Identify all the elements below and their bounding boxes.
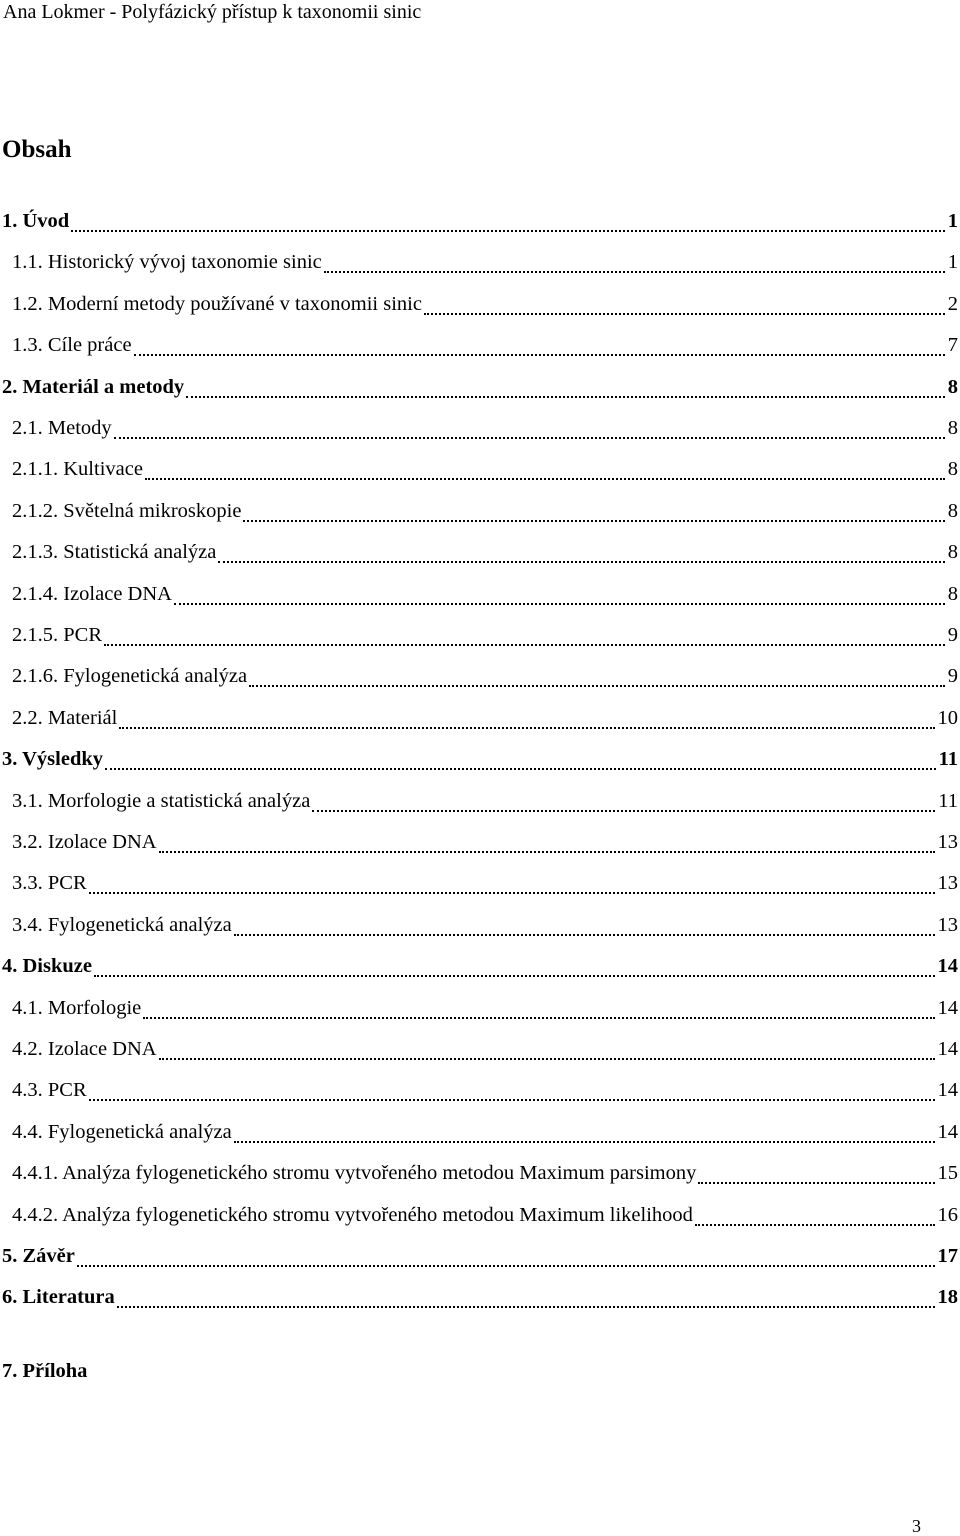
toc-dot-leader [105, 768, 936, 770]
toc-entry-title: 5. Závěr [2, 1245, 75, 1267]
toc-entry[interactable] [0, 284, 960, 325]
toc-entry-title: 2.1.1. Kultivace [12, 458, 143, 481]
toc-entry-title: 2.1.2. Světelná mikroskopie [12, 499, 242, 522]
toc-entry-title: 4.4.2. Analýza fylogenetického stromu vytvořeného metodou Maximum likelihood [12, 1203, 693, 1226]
toc-entry[interactable] [0, 656, 960, 697]
toc-entry-page: 8 [947, 499, 958, 522]
toc-dot-leader [104, 644, 945, 646]
toc-dot-leader [89, 892, 935, 894]
toc-entry-page: 13 [937, 872, 958, 895]
toc-entry-page: 16 [937, 1203, 958, 1226]
toc-entry-page: 18 [937, 1286, 958, 1309]
toc-entry[interactable] [0, 367, 960, 408]
toc-dot-leader [186, 396, 945, 398]
toc-dot-leader [89, 1099, 935, 1101]
toc-entry-title: 1. Úvod [2, 210, 70, 232]
toc-entry-page: 11 [938, 789, 958, 812]
toc-entry-page: 8 [947, 417, 958, 439]
toc-dot-leader [143, 1017, 935, 1019]
toc-dot-leader [695, 1224, 935, 1226]
toc-entry-title: 1.3. Cíle práce [12, 334, 132, 357]
toc-entry-page: 1 [947, 251, 958, 274]
toc-dot-leader [249, 685, 945, 687]
toc-entry[interactable] [0, 863, 960, 904]
toc-entry-page: 15 [937, 1162, 958, 1185]
toc-entry-page: 8 [947, 375, 958, 398]
toc-entry-page: 14 [937, 996, 958, 1019]
toc-entry[interactable] [0, 905, 960, 946]
appendix-heading: 7. Příloha [2, 1360, 88, 1382]
toc-entry-title: 2.1. Metody [12, 417, 112, 439]
toc-dot-leader [134, 354, 945, 356]
toc-dot-leader [159, 851, 935, 853]
toc-dot-leader [174, 603, 945, 605]
toc-entry-page: 14 [937, 1079, 958, 1102]
toc-dot-leader [77, 1265, 935, 1267]
toc-entry-title: 2.1.4. Izolace DNA [12, 582, 172, 605]
toc-entry-title: 4.3. PCR [12, 1079, 87, 1102]
toc-dot-leader [324, 271, 945, 273]
toc-entry[interactable] [0, 491, 960, 532]
toc-entry-title: 2.1.5. PCR [12, 624, 102, 646]
toc-entry[interactable] [0, 325, 960, 366]
toc-entry-title: 4.2. Izolace DNA [12, 1038, 157, 1060]
page-title: Obsah [2, 136, 72, 163]
toc-entry[interactable] [0, 1153, 960, 1194]
running-header: Ana Lokmer - Polyfázický přístup k taxonomii sinic [3, 1, 422, 23]
toc-entry-page: 14 [937, 1038, 958, 1060]
toc-entry-page: 8 [947, 582, 958, 605]
toc-entry-page: 14 [937, 1120, 958, 1143]
toc-entry[interactable] [0, 532, 960, 573]
toc-entry[interactable] [0, 615, 960, 656]
toc-entry[interactable] [0, 988, 960, 1029]
toc-entry-title: 2.1.3. Statistická analýza [12, 541, 217, 564]
toc-dot-leader [243, 520, 945, 522]
toc-entry[interactable] [0, 574, 960, 615]
toc-entry-title: 3.4. Fylogenetická analýza [12, 913, 232, 936]
toc-dot-leader [145, 478, 945, 480]
toc-dot-leader [234, 934, 935, 936]
toc-entry[interactable] [0, 1195, 960, 1236]
toc-entry[interactable] [0, 242, 960, 283]
toc-entry-page: 9 [947, 624, 958, 646]
toc-entry-title: 3. Výsledky [2, 748, 104, 771]
page-number: 3 [912, 1516, 921, 1536]
toc-entry-page: 13 [937, 913, 958, 936]
toc-entry-page: 13 [937, 831, 958, 853]
toc-entry[interactable] [0, 1277, 960, 1318]
toc-entry[interactable] [0, 408, 960, 449]
toc-dot-leader [698, 1182, 935, 1184]
toc-entry-page: 14 [937, 955, 958, 978]
toc-entry[interactable] [0, 698, 960, 739]
toc-entry-page: 9 [947, 665, 958, 688]
toc-entry-title: 4.1. Morfologie [12, 996, 142, 1019]
toc-entry-title: 2. Materiál a metody [2, 375, 185, 398]
toc-dot-leader [424, 313, 945, 315]
toc-dot-leader [94, 975, 935, 977]
toc-entry-title: 3.1. Morfologie a statistická analýza [12, 789, 311, 812]
toc-entry-page: 7 [947, 334, 958, 357]
toc-entry-page: 10 [937, 706, 958, 729]
toc-entry-title: 1.2. Moderní metody používané v taxonomii sinic [12, 292, 422, 315]
toc-entry[interactable] [0, 449, 960, 490]
toc-dot-leader [117, 1306, 935, 1308]
toc-entry-title: 4.4.1. Analýza fylogenetického stromu vytvořeného metodou Maximum parsimony [12, 1162, 697, 1185]
toc-entry-title: 2.2. Materiál [12, 706, 118, 729]
toc-entry[interactable] [0, 1029, 960, 1070]
toc-dot-leader [218, 561, 945, 563]
toc-entry-page: 1 [947, 210, 958, 232]
toc-entry-title: 4. Diskuze [2, 955, 92, 978]
toc-dot-leader [114, 437, 945, 439]
toc-entry-title: 4.4. Fylogenetická analýza [12, 1120, 232, 1143]
toc-entry-page: 2 [947, 292, 958, 315]
toc-entry-page: 8 [947, 458, 958, 481]
toc-dot-leader [119, 727, 935, 729]
toc-entry[interactable] [0, 739, 960, 780]
toc-entry-page: 11 [938, 748, 958, 771]
toc-dot-leader [234, 1141, 935, 1143]
toc-entry-title: 3.3. PCR [12, 872, 87, 895]
toc-entry[interactable] [0, 1112, 960, 1153]
toc-entry[interactable] [0, 946, 960, 987]
toc-entry-title: 6. Literatura [2, 1286, 115, 1309]
toc-entry-page: 17 [937, 1245, 958, 1267]
toc-entry[interactable] [0, 1236, 960, 1277]
toc-entry[interactable] [0, 1070, 960, 1111]
toc-entry-title: 1.1. Historický vývoj taxonomie sinic [12, 251, 322, 274]
toc-dot-leader [71, 230, 945, 232]
toc-entry-title: 2.1.6. Fylogenetická analýza [12, 665, 248, 688]
toc-dot-leader [312, 810, 935, 812]
toc-entry[interactable] [0, 781, 960, 822]
toc-entry[interactable] [0, 822, 960, 863]
toc-dot-leader [159, 1058, 935, 1060]
toc-entry-page: 8 [947, 541, 958, 564]
toc-entry[interactable] [0, 201, 960, 242]
toc-entry-title: 3.2. Izolace DNA [12, 831, 157, 853]
